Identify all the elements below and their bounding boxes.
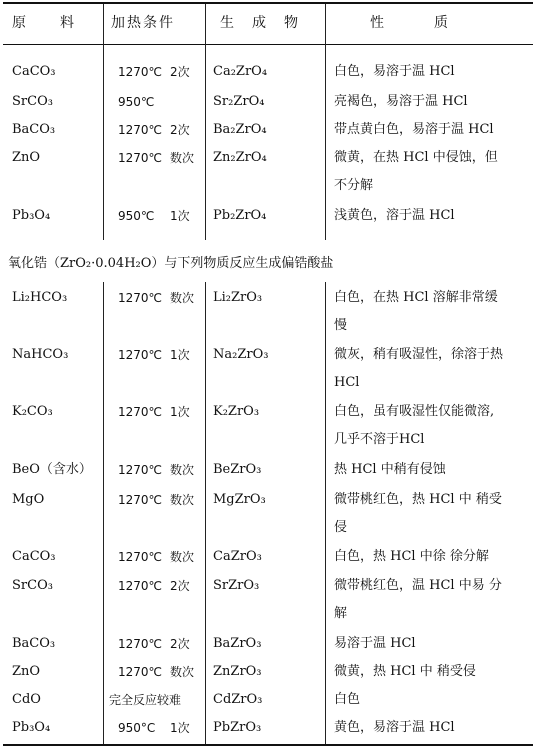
- material-cell: NaHCO₃: [12, 347, 69, 362]
- heating-count-cell: 数次: [170, 151, 195, 165]
- property-cell-continued: 慢: [334, 318, 348, 333]
- header-heating-conditions: 加热条件: [111, 15, 175, 31]
- material-cell: BeO（含水）: [12, 462, 92, 477]
- material-cell: SrCO₃: [12, 94, 53, 109]
- temperature-cell: 950℃: [118, 209, 155, 223]
- top-rule: [3, 2, 533, 4]
- property-cell: 易溶于温 HCl: [334, 636, 416, 651]
- material-cell: CaCO₃: [12, 549, 56, 564]
- property-cell: 白色，热 HCl 中徐 徐分解: [334, 549, 489, 564]
- material-cell: BaCO₃: [12, 122, 56, 137]
- temperature-cell: 1270℃: [118, 637, 163, 651]
- product-cell: MgZrO₃: [213, 492, 266, 507]
- material-cell: ZnO: [12, 664, 41, 679]
- column-divider: [103, 282, 104, 744]
- heating-count-cell: 1次: [170, 405, 190, 419]
- temperature-cell: 1270℃: [118, 348, 163, 362]
- material-cell: K₂CO₃: [12, 404, 53, 419]
- property-cell: 微带桃红色，温 HCl 中易 分: [334, 578, 502, 593]
- property-cell: 黄色，易溶于温 HCl: [334, 720, 455, 735]
- material-cell: CaCO₃: [12, 64, 56, 79]
- product-cell: ZnZrO₃: [213, 664, 262, 679]
- header-material: 原 料: [12, 15, 76, 31]
- column-divider: [103, 4, 104, 240]
- product-cell: Ca₂ZrO₄: [213, 64, 268, 79]
- property-cell: 带点黄白色，易溶于温 HCl: [334, 122, 494, 137]
- temperature-cell: 1270℃: [118, 493, 163, 507]
- property-cell: 白色，在热 HCl 溶解非常缓: [334, 290, 498, 305]
- temperature-cell: 950℃: [118, 95, 155, 109]
- bottom-rule: [3, 744, 533, 746]
- product-cell: K₂ZrO₃: [213, 404, 260, 419]
- product-cell: Na₂ZrO₃: [213, 347, 269, 362]
- material-cell: ZnO: [12, 150, 41, 165]
- product-cell: Li₂ZrO₃: [213, 290, 263, 305]
- heating-count-cell: 1次: [170, 721, 190, 735]
- property-cell-continued: 几乎不溶于HCl: [334, 432, 425, 447]
- temperature-cell: 1270℃: [118, 291, 163, 305]
- property-cell: 亮褐色，易溶于温 HCl: [334, 94, 468, 109]
- property-cell-continued: HCl: [334, 375, 360, 390]
- temperature-cell: 1270℃: [118, 463, 163, 477]
- property-cell: 微灰，稍有吸湿性，徐溶于热: [334, 347, 504, 362]
- product-cell: Zn₂ZrO₄: [213, 150, 267, 165]
- header-properties: 性 质: [370, 15, 450, 31]
- property-cell-continued: 侵: [334, 520, 348, 535]
- heating-count-cell: 2次: [170, 579, 190, 593]
- temperature-cell: 1270℃: [118, 123, 163, 137]
- property-cell: 白色，易溶于温 HCl: [334, 64, 455, 79]
- material-cell: MgO: [12, 492, 45, 507]
- heating-count-cell: 2次: [170, 65, 190, 79]
- column-divider: [325, 4, 326, 240]
- heating-count-cell: 数次: [170, 493, 195, 507]
- heating-count-cell: 数次: [170, 665, 195, 679]
- temperature-cell: 1270℃: [118, 151, 163, 165]
- column-divider: [205, 4, 206, 240]
- property-cell: 热 HCl 中稍有侵蚀: [334, 462, 446, 477]
- temperature-cell: 1270℃: [118, 579, 163, 593]
- product-cell: Ba₂ZrO₄: [213, 122, 267, 137]
- product-cell: Sr₂ZrO₄: [213, 94, 265, 109]
- property-cell-continued: 解: [334, 606, 348, 621]
- heating-count-cell: 1次: [170, 348, 190, 362]
- material-cell: Pb₃O₄: [12, 208, 51, 223]
- temperature-cell: 1270℃: [118, 665, 163, 679]
- column-divider: [325, 282, 326, 744]
- property-cell: 浅黄色，溶于温 HCl: [334, 208, 455, 223]
- product-cell: Pb₂ZrO₄: [213, 208, 267, 223]
- product-cell: SrZrO₃: [213, 578, 260, 593]
- temperature-cell: 完全反应较难: [109, 693, 182, 707]
- property-cell-continued: 不分解: [334, 178, 374, 193]
- heating-count-cell: 数次: [170, 291, 195, 305]
- product-cell: BaZrO₃: [213, 636, 262, 651]
- temperature-cell: 1270℃: [118, 550, 163, 564]
- temperature-cell: 1270℃: [118, 405, 163, 419]
- property-cell: 白色: [334, 692, 361, 707]
- material-cell: CdO: [12, 692, 41, 707]
- material-cell: Pb₃O₄: [12, 720, 51, 735]
- property-cell: 微带桃红色，热 HCl 中 稍受: [334, 492, 502, 507]
- material-cell: BaCO₃: [12, 636, 56, 651]
- heating-count-cell: 数次: [170, 550, 195, 564]
- header-rule: [3, 44, 533, 45]
- heating-count-cell: 1次: [170, 209, 190, 223]
- heating-count-cell: 2次: [170, 123, 190, 137]
- material-cell: SrCO₃: [12, 578, 53, 593]
- property-cell: 白色，虽有吸湿性仅能微溶,: [334, 404, 495, 419]
- property-cell: 微黄，热 HCl 中 稍受侵: [334, 664, 476, 679]
- property-cell: 微黄，在热 HCl 中侵蚀，但: [334, 150, 498, 165]
- product-cell: CdZrO₃: [213, 692, 263, 707]
- heating-count-cell: 2次: [170, 637, 190, 651]
- section-note: 氧化锆（ZrO₂·0.04H₂O）与下列物质反应生成偏锆酸盐: [8, 256, 334, 271]
- header-product: 生 成 物: [220, 15, 300, 31]
- product-cell: BeZrO₃: [213, 462, 262, 477]
- temperature-cell: 1270℃: [118, 65, 163, 79]
- column-divider: [205, 282, 206, 744]
- heating-count-cell: 数次: [170, 463, 195, 477]
- material-cell: Li₂HCO₃: [12, 290, 68, 305]
- product-cell: PbZrO₃: [213, 720, 262, 735]
- temperature-cell: 950°C: [118, 721, 156, 735]
- product-cell: CaZrO₃: [213, 549, 262, 564]
